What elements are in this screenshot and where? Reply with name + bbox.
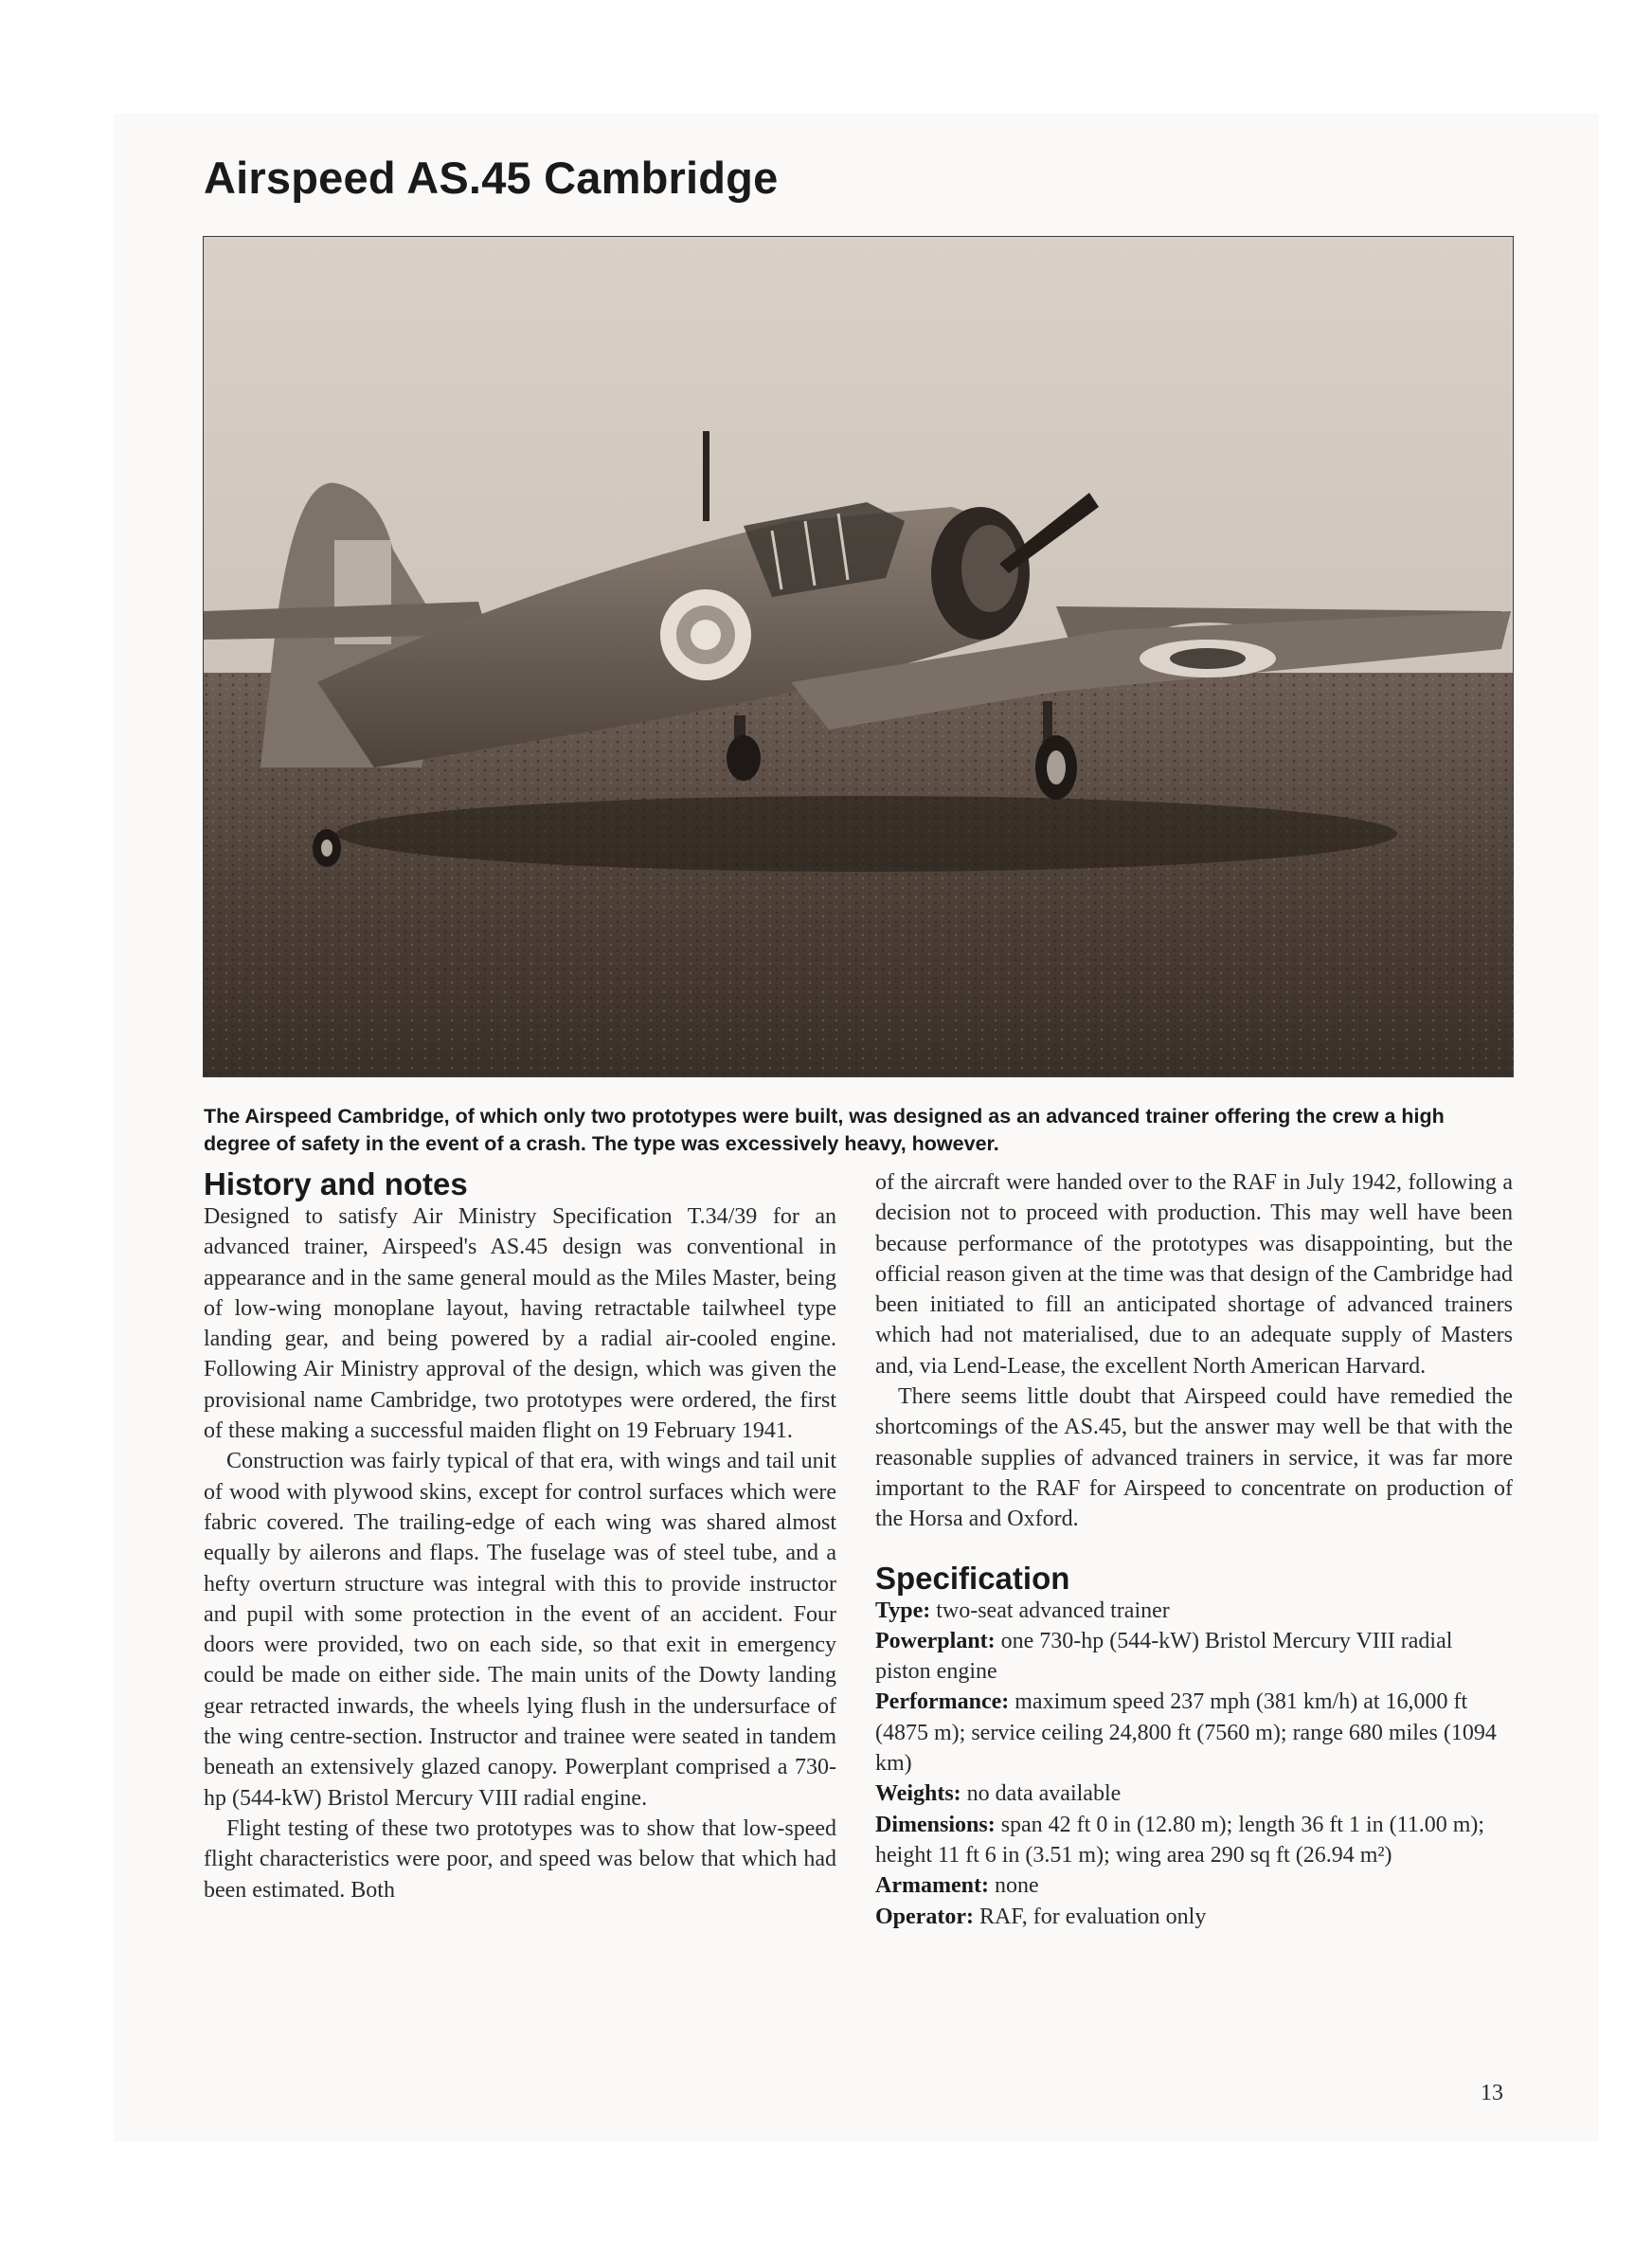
- spec-label: Dimensions:: [875, 1812, 996, 1837]
- history-column-right: [875, 1167, 1513, 1932]
- spec-item-dimensions: [875, 1810, 1513, 1871]
- history-paragraph: Flight testing of these two prototypes was to show that low-speed flight characteristics were poor, and speed was below that which had been estimated. Both: [204, 1815, 836, 1903]
- spec-value: RAF, for evaluation only: [979, 1904, 1207, 1929]
- spec-value: one 730-hp (544-kW) Bristol Mercury VIII radial piston engine: [875, 1628, 1453, 1685]
- spec-item-armament: [875, 1870, 1513, 1901]
- spec-item-type: [875, 1596, 1513, 1626]
- spec-value: two-seat advanced trainer: [936, 1598, 1170, 1623]
- spec-label: Powerplant:: [875, 1628, 996, 1653]
- spec-value: maximum speed 237 mph (381 km/h) at 16,000 ft (4875 m); service ceiling 24,800 ft (7560 m); range 680 miles (1094 km): [875, 1689, 1497, 1777]
- specification-list: [875, 1596, 1513, 1932]
- spec-item-weights: [875, 1779, 1513, 1809]
- spec-label: Armament:: [875, 1873, 989, 1899]
- history-column-left: [204, 1167, 836, 1905]
- page-title: Airspeed AS.45 Cambridge: [204, 153, 779, 203]
- photo-caption: The Airspeed Cambridge, of which only two prototypes were built, was designed as an advanced trainer offering the crew a high degree of safety in the event of a crash. The type was excessively heavy, however.: [204, 1105, 1445, 1155]
- history-heading: History and notes: [204, 1166, 468, 1201]
- spec-item-powerplant: [875, 1626, 1513, 1688]
- history-paragraph: Designed to satisfy Air Ministry Specification T.34/39 for an advanced trainer, Airspeed's AS.45 design was conventional in appearance and in the same general mould as the Miles Master, being of low-wing monoplane layout, having retractable tailwheel type landing gear, and being powered by a radial air-cooled engine. Following Air Ministry approval of the design, which was given the provisional name Cambridge, two prototypes were ordered, the first of these making a successful maiden flight on 19 February 1941.: [204, 1204, 836, 1444]
- history-paragraph: Construction was fairly typical of that era, with wings and tail unit of wood with plywood skins, except for control surfaces which were fabric covered. The trailing-edge of each wing was shared almost equally by ailerons and flaps. The fuselage was of steel tube, and a hefty overturn structure was integral with this to provide instructor and pupil with some protection in the event of an accident. Four doors were provided, two on each side, so that exit in emergency could be made on either side. The main units of the Dowty landing gear retracted inwards, the wheels lying flush in the undersurface of the wing centre-section. Instructor and trainee were seated in tandem beneath an extensively glazed canopy. Powerplant comprised a 730-hp (544-kW) Bristol Mercury VIII radial engine.: [204, 1449, 836, 1811]
- spec-label: Weights:: [875, 1781, 961, 1807]
- spec-label: Operator:: [875, 1904, 974, 1929]
- history-paragraph-continued: of the aircraft were handed over to the RAF in July 1942, following a decision not to proceed with production. This may well have been because performance of the prototypes was disappointing, but the official reason given at the time was that design of the Cambridge had been initiated to fill an anticipated shortage of advanced trainers which had not materialised, due to an adequate supply of Masters and, via Lend-Lease, the excellent North American Harvard.: [875, 1170, 1513, 1379]
- spec-item-operator: [875, 1902, 1513, 1932]
- spec-label: Type:: [875, 1598, 931, 1623]
- spec-value: span 42 ft 0 in (12.80 m); length 36 ft 1 in (11.00 m); height 11 ft 6 in (3.51 m); wing area 290 sq ft (26.94 m²): [875, 1812, 1485, 1868]
- specification-heading: Specification: [875, 1560, 1070, 1596]
- spec-label: Performance:: [875, 1689, 1010, 1715]
- history-paragraph: There seems little doubt that Airspeed could have remedied the shortcomings of the AS.45, but the answer may well be that with the reasonable supplies of advanced trainers in service, it was far more important to the RAF for Airspeed to concentrate on production of the Horsa and Oxford.: [875, 1384, 1513, 1532]
- spec-item-performance: [875, 1687, 1513, 1779]
- spec-value: none: [994, 1873, 1039, 1899]
- spec-value: no data available: [966, 1781, 1122, 1807]
- aircraft-photo-illustration: [204, 237, 1513, 1076]
- page-number: 13: [1481, 2081, 1503, 2105]
- aircraft-photo: [203, 236, 1514, 1077]
